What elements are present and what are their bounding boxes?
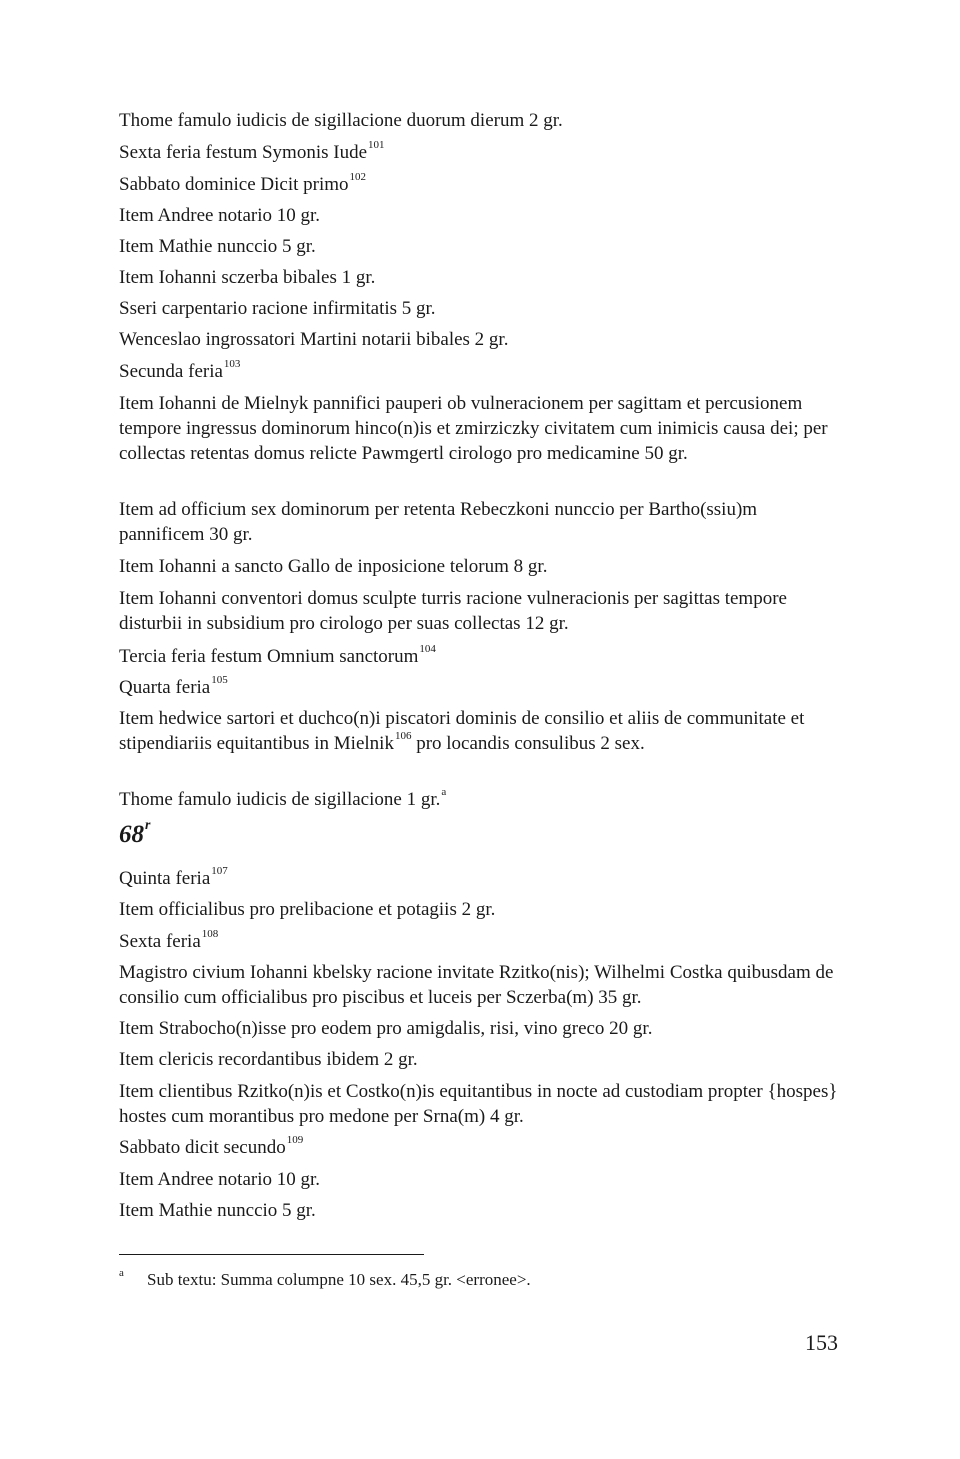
entry-line: Item officialibus pro prelibacione et potagiis 2 gr.: [119, 899, 496, 920]
entry-line: Thome famulo iudicis de sigillacione duorum dierum 2 gr.: [119, 110, 563, 131]
date-heading: [119, 644, 436, 669]
date-heading: [119, 929, 218, 954]
folio-marker: [119, 817, 151, 848]
footnote-divider: [119, 1254, 424, 1255]
date-heading: [119, 140, 385, 165]
entry-paragraph-text: [119, 706, 839, 756]
note-ref: 104: [419, 642, 436, 655]
date-heading: [119, 675, 228, 700]
folio-number: 68: [119, 821, 144, 848]
date-heading-text: Sexta feria: [119, 931, 201, 952]
entry-line: Item Iohanni a sancto Gallo de inposicione telorum 8 gr.: [119, 556, 548, 577]
date-heading-text: Secunda feria: [119, 361, 223, 382]
footnote-text: Sub textu: Summa columpne 10 sex. 45,5 gr. <erronee>.: [147, 1270, 531, 1289]
entry-line: Item Andree notario 10 gr.: [119, 1169, 321, 1190]
entry-line: Item Strabocho(n)isse pro eodem pro amigdalis, risi, vino greco 20 gr.: [119, 1018, 653, 1039]
note-ref: 103: [223, 357, 241, 370]
note-ref: 106: [394, 729, 412, 742]
entry-text-part: Item hedwice sartori et duchco(n)i piscatori dominis de consilio et aliis de communitate et stipendiariis equitantibus in Mielnik: [119, 708, 805, 754]
entry-paragraph-text: Item Iohanni de Mielnyk pannifici pauperi ob vulneracionem per sagittam et percusionem tempore ingressus dominorum hinco(n)is et zmirziczky civitatem cum inimicis causa dei; per collectas retentas domus relicte Pawmgertl cirologo pro medicamine 50 gr.: [119, 393, 828, 464]
entry-paragraph: [119, 706, 839, 756]
entry-line: Item clericis recordantibus ibidem 2 gr.: [119, 1049, 418, 1070]
date-heading-text: Quarta feria: [119, 677, 211, 698]
date-heading: [119, 866, 228, 891]
folio-side: r: [145, 817, 151, 833]
entry-paragraph-text: Item Iohanni conventori domus sculpte turris racione vulneracionis per sagittas tempore disturbii in subsidium pro cirologo per suas collectas 12 gr.: [119, 588, 787, 634]
entry-line-text: Thome famulo iudicis de sigillacione 1 gr.: [119, 789, 441, 810]
date-heading: [119, 359, 240, 384]
entry-line: Sseri carpentario racione infirmitatis 5 gr.: [119, 298, 436, 319]
entry-paragraph-text: Item clientibus Rzitko(n)is et Costko(n)is equitantibus in nocte ad custodiam propter {hospes} hostes cum morantibus pro medone per Srna(m) 4 gr.: [119, 1081, 838, 1127]
entry-text-part: pro locandis consulibus 2 sex.: [411, 733, 645, 754]
entry-paragraph: [119, 497, 839, 547]
entry-paragraph-text: Item ad officium sex dominorum per retenta Rebeczkoni nunccio per Bartho(ssiu)m pannificem 30 gr.: [119, 499, 758, 545]
date-heading-text: Sexta feria festum Symonis Iude: [119, 142, 368, 163]
page-number: 153: [805, 1330, 838, 1355]
note-ref: 101: [368, 138, 385, 151]
date-heading-text: Sabbato dicit secundo: [119, 1137, 286, 1158]
entry-line: Item Mathie nunccio 5 gr.: [119, 236, 316, 257]
footnote-mark: a: [119, 1267, 124, 1279]
date-heading: [119, 172, 366, 197]
date-heading-text: Quinta feria: [119, 868, 211, 889]
entry-paragraph: [119, 391, 839, 466]
date-heading: [119, 1135, 303, 1160]
entry-paragraph-text: Magistro civium Iohanni kbelsky racione invitate Rzitko(nis); Wilhelmi Costka quibusdam de consilio cum officialibus pro piscibus et luceis per Sczerba(m) 35 gr.: [119, 962, 834, 1008]
entry-paragraph: [119, 586, 839, 636]
date-heading-text: Sabbato dominice Dicit primo: [119, 174, 349, 195]
note-ref: 109: [286, 1133, 304, 1146]
entry-line: Wenceslao ingrossatori Martini notarii bibales 2 gr.: [119, 329, 509, 350]
date-heading-text: Tercia feria festum Omnium sanctorum: [119, 646, 419, 667]
entry-paragraph: [119, 960, 839, 1010]
note-ref: 108: [201, 927, 219, 940]
note-ref: 107: [211, 864, 228, 877]
entry-line: Item Iohanni sczerba bibales 1 gr.: [119, 267, 376, 288]
note-ref: 105: [211, 673, 228, 686]
entry-line: Item Andree notario 10 gr.: [119, 205, 321, 226]
footnote-ref: a: [441, 785, 447, 798]
entry-paragraph: [119, 1079, 839, 1129]
entry-line: Item Mathie nunccio 5 gr.: [119, 1200, 316, 1221]
note-ref: 102: [349, 170, 367, 183]
entry-line: [119, 787, 446, 812]
